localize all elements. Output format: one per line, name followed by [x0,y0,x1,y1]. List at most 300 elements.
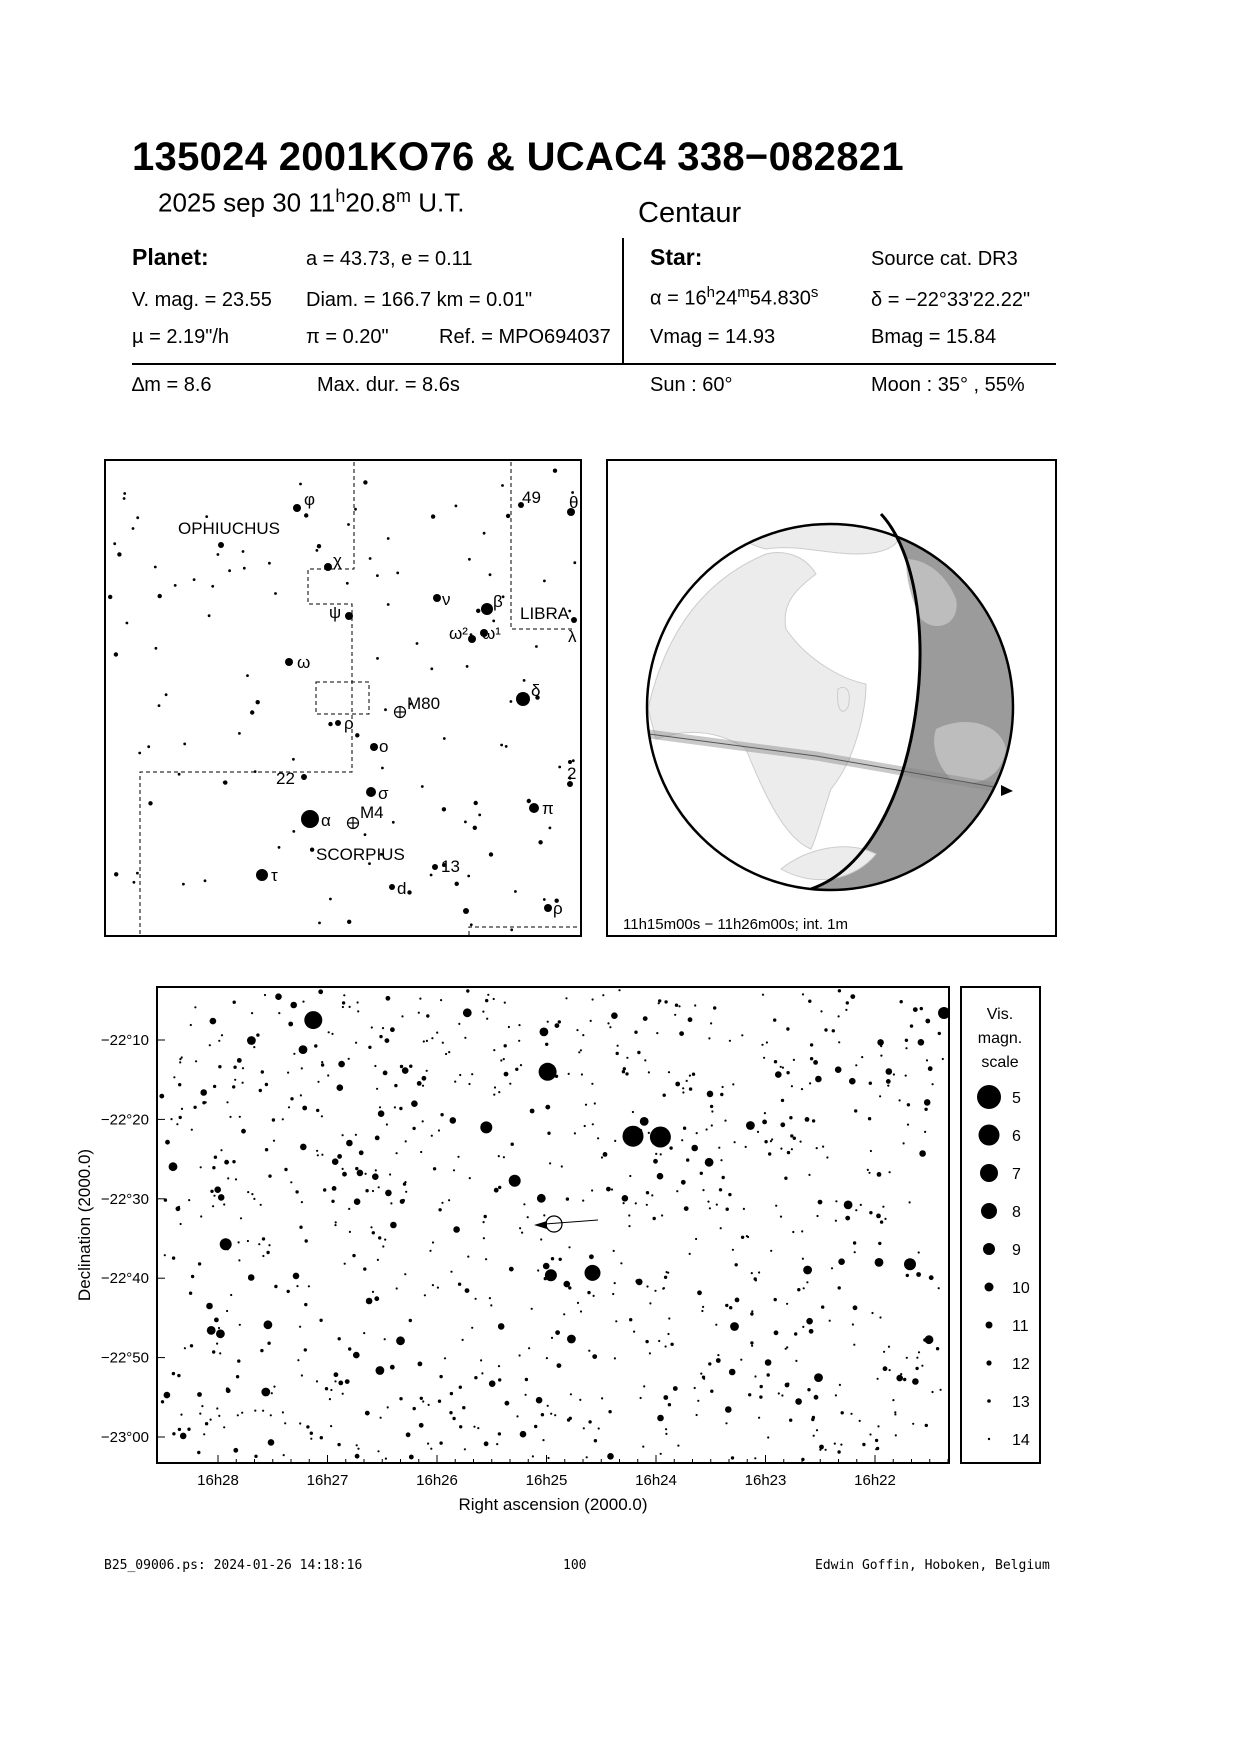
chart-star [210,1419,212,1421]
chart-star [594,1439,597,1442]
chart-star [180,1414,182,1416]
chart-star [320,1436,323,1439]
chart-star [561,1165,563,1167]
chart-star [214,1318,219,1323]
star-bmag: Bmag = 15.84 [871,326,997,348]
y-axis-label: Declination (2000.0) [75,1148,94,1302]
chart-star [201,1405,203,1407]
chart-star [503,1058,505,1060]
chart-star [469,1177,471,1179]
chart-star [720,1159,722,1161]
chart-star [806,1318,813,1325]
chart-star [423,1040,425,1042]
legend-magnitude-label: 9 [1012,1242,1021,1259]
chart-star [689,1253,691,1255]
object-classification: Centaur [638,197,742,229]
finder-label: M4 [360,803,384,822]
chart-star [644,1059,646,1061]
finder-star [301,774,307,780]
chart-star [159,1094,164,1099]
finder-star [389,884,395,890]
chart-star [612,1293,614,1295]
chart-star [453,1226,460,1233]
chart-star [418,1012,420,1014]
chart-star [317,1081,319,1083]
chart-star [586,1456,588,1458]
chart-star [717,1354,719,1356]
chart-star [405,1140,407,1142]
chart-star [212,1350,215,1353]
bright-star [539,1063,557,1081]
chart-star [926,1059,928,1061]
chart-star [862,1443,865,1446]
x-tick-label: 16h26 [416,1472,458,1489]
finder-star [474,801,478,805]
chart-star [189,1292,192,1295]
chart-star [613,1250,615,1252]
chart-star [747,1236,749,1238]
chart-star [702,1189,704,1191]
chart-star [915,1367,918,1370]
chart-star [907,1124,909,1126]
chart-star [229,1116,231,1118]
chart-star [237,1414,239,1416]
chart-star [735,1298,740,1303]
chart-star [884,1218,886,1220]
bright-star [545,1269,557,1281]
chart-star [831,1267,833,1269]
chart-star [570,1393,572,1395]
chart-star [568,1246,570,1248]
chart-star [913,1007,918,1012]
chart-star [396,1152,398,1154]
chart-star [385,1458,387,1460]
chart-star [720,1227,722,1229]
chart-star [493,1049,495,1051]
finder-star [442,807,446,811]
finder-star [369,557,372,560]
chart-star [824,1028,827,1031]
page-title: 135024 2001KO76 & UCAC4 338−082821 [132,135,904,179]
chart-star [219,1352,221,1354]
finder-label: τ [271,866,278,885]
chart-star [532,1455,534,1457]
chart-star [199,1413,201,1415]
chart-star [386,1123,388,1125]
chart-star [682,1091,684,1093]
chart-star [795,1360,797,1362]
chart-star [850,1413,852,1415]
chart-star [498,1323,505,1330]
chart-star [409,1455,414,1460]
chart-star [412,1127,415,1130]
chart-star [191,1275,194,1278]
chart-star [589,1254,594,1259]
finder-star [501,484,504,487]
legend-magnitude-label: 10 [1012,1280,1030,1297]
finder-star [571,617,577,623]
legend-magnitude-label: 8 [1012,1204,1021,1221]
chart-star [696,1414,698,1416]
chart-star [184,1347,186,1349]
legend-star-symbol [983,1243,995,1255]
chart-star [869,1082,872,1085]
max-duration: Max. dur. = 8.6s [317,374,460,396]
chart-star [849,1078,856,1085]
chart-star [543,1263,550,1270]
chart-star [875,1439,878,1442]
chart-star [357,1001,359,1003]
chart-star [248,1274,255,1281]
chart-star [493,1094,495,1096]
chart-star [485,999,488,1002]
finder-star [155,647,158,650]
chart-star [591,1189,593,1191]
chart-star [226,1310,228,1312]
chart-star [439,1375,442,1378]
finder-star [329,898,332,901]
chart-star [376,1088,378,1090]
chart-star [722,1086,724,1088]
chart-star [363,1267,366,1270]
chart-star [651,1194,653,1196]
chart-star [334,1224,336,1226]
y-tick-label: −22°20 [100,1111,149,1129]
chart-star [299,1422,301,1424]
footer-author: Edwin Goffin, Hoboken, Belgium [815,1558,1050,1573]
chart-star [710,1390,713,1393]
chart-star [793,1137,796,1140]
planet-vmag: V. mag. = 23.55 [132,289,272,311]
chart-star [577,1302,579,1304]
chart-star [663,1094,666,1097]
chart-star [821,1305,824,1308]
chart-star [357,1170,364,1177]
earth-globe-map [606,459,1057,937]
chart-star [730,1322,739,1331]
finder-label: ρ [344,714,354,733]
chart-star [880,1220,883,1223]
chart-star [869,1433,871,1435]
chart-star [342,1172,347,1177]
chart-star [559,1258,562,1261]
finder-star [165,693,168,696]
chart-star [802,1258,804,1260]
chart-star [254,1410,256,1412]
chart-star [218,1194,225,1201]
chart-star [759,1395,762,1398]
star-declination: δ = −22°33'22.22" [871,289,1031,311]
chart-star [711,1124,713,1126]
chart-star [665,1428,667,1430]
chart-star [316,1109,319,1112]
chart-star [411,1100,418,1107]
chart-star [282,1411,284,1413]
chart-star [232,1160,235,1163]
chart-star [268,1174,271,1177]
chart-star [238,1241,240,1243]
finder-star [464,821,467,824]
chart-star [178,1428,181,1431]
chart-star [551,1337,553,1339]
chart-star [640,1397,642,1399]
finder-star [510,928,513,931]
chart-star [694,1387,696,1389]
finder-label: ω² [449,624,468,643]
chart-star [329,1398,331,1400]
chart-star [378,1186,380,1188]
chart-star [301,1374,303,1376]
chart-star [450,1117,457,1124]
finder-star [174,584,177,587]
chart-star [767,1373,770,1376]
chart-star [883,1351,885,1353]
finder-star [468,635,476,643]
chart-star [464,1037,466,1039]
chart-star [357,1010,359,1012]
finder-label: φ [304,490,316,509]
chart-star [711,1110,713,1112]
finder-star [489,573,492,576]
chart-star [338,1381,343,1386]
chart-star [660,1453,662,1455]
chart-star [584,1125,586,1127]
chart-star [218,1040,220,1042]
chart-star [365,1411,370,1416]
chart-star [786,1027,789,1030]
chart-star [665,1345,667,1347]
chart-star [346,1140,353,1147]
chart-star [221,1034,223,1036]
chart-star [657,1173,664,1180]
chart-star [869,1211,872,1214]
chart-star [593,1295,595,1297]
chart-star [489,1297,491,1299]
chart-star [601,1397,603,1399]
finder-star [432,864,438,870]
chart-star [359,1150,364,1155]
chart-star [331,1033,333,1035]
chart-star [879,1095,881,1097]
finder-star [123,492,126,495]
chart-star [321,1061,323,1063]
chart-star [907,1103,910,1106]
chart-star [819,1449,821,1451]
chart-star [190,1344,193,1347]
finder-star [318,922,321,925]
chart-star [657,1415,664,1422]
chart-star [212,1166,215,1169]
chart-star [170,1118,172,1120]
chart-star [740,1359,742,1361]
chart-star [603,1152,608,1157]
chart-star [668,1403,671,1406]
chart-star [608,1410,611,1413]
finder-star [489,852,493,856]
finder-star [431,514,435,518]
footer-file-info: B25_09006.ps: 2024-01-26 14:18:16 [104,1558,363,1573]
chart-star [894,1413,896,1415]
chart-star [466,989,469,992]
chart-star [218,1327,220,1329]
chart-star [710,1105,713,1108]
chart-star [658,1340,660,1342]
chart-star [210,1018,217,1025]
chart-star [432,1284,434,1286]
chart-star [614,1140,616,1142]
legend-star-symbol [986,1322,993,1329]
chart-star [889,1369,891,1371]
chart-star [482,1011,484,1013]
chart-star [656,1032,658,1034]
chart-star [792,1231,794,1233]
chart-star [299,1226,302,1229]
y-tick-label: −22°50 [100,1349,149,1367]
chart-star [839,1384,841,1386]
chart-star [709,1207,711,1209]
chart-star [525,1394,527,1396]
finder-star [381,767,384,770]
chart-star [540,1238,542,1240]
chart-star [349,1231,351,1233]
chart-star [422,1120,424,1122]
chart-star [725,1406,732,1413]
chart-star [666,1271,668,1273]
legend-magnitude-label: 6 [1012,1128,1021,1145]
chart-star [348,1347,351,1350]
chart-star [540,1028,549,1037]
chart-star [489,1380,496,1387]
chart-star [265,1083,268,1086]
chart-star [938,1287,940,1289]
finder-star [178,773,181,776]
chart-star [635,1202,637,1204]
finder-star [573,561,576,564]
chart-star [232,1085,235,1088]
chart-star [224,1160,229,1165]
chart-star [632,1111,634,1113]
chart-star [521,1232,523,1234]
chart-star [394,1084,397,1087]
chart-star [459,1425,462,1428]
chart-star [457,1156,459,1158]
chart-star [810,1043,813,1046]
chart-star [587,1291,590,1294]
finder-star [443,737,446,740]
chart-star [177,1374,180,1377]
finder-star [278,846,281,849]
chart-star [328,1031,330,1033]
chart-star [475,1298,477,1300]
chart-star [197,1392,202,1397]
chart-star [929,1275,934,1280]
chart-star [179,1061,181,1063]
chart-star [547,1405,549,1407]
chart-star [611,1012,618,1019]
star-chart [60,985,1050,1525]
chart-star [700,1172,703,1175]
chart-star [195,1060,197,1062]
chart-star [238,1259,240,1261]
chart-star [809,1329,814,1334]
chart-star [431,1037,433,1039]
chart-star [483,1237,485,1239]
finder-star [136,516,139,519]
chart-star [375,1136,380,1141]
chart-star [444,1357,446,1359]
chart-star [223,1426,225,1428]
chart-star [669,1146,672,1149]
chart-star [404,1273,406,1275]
chart-star [426,1070,428,1072]
chart-star [302,1106,307,1111]
chart-star [691,1145,698,1152]
chart-star [337,1443,340,1446]
chart-star [663,1395,668,1400]
chart-star [835,1220,837,1222]
chart-star [722,1176,725,1179]
chart-star [628,1225,630,1227]
chart-star [633,1331,635,1333]
chart-star [235,1178,237,1180]
chart-star [905,1047,907,1049]
chart-star [357,1448,359,1450]
finder-star [476,609,480,613]
chart-star [582,1034,584,1036]
chart-star [785,1383,790,1388]
legend-magnitude-label: 5 [1012,1090,1021,1107]
chart-star [611,1188,613,1190]
chart-star [402,1199,405,1202]
chart-star [178,1083,181,1086]
table-divider-vertical [622,238,624,364]
chart-star [838,989,841,992]
chart-star [718,1147,720,1149]
chart-star [537,1194,546,1203]
finder-label: 49 [522,488,541,507]
star-vmag: Vmag = 14.93 [650,326,776,348]
finder-star [138,752,141,755]
chart-star [352,1254,355,1257]
legend-magnitude-label: 11 [1012,1318,1029,1335]
chart-star [649,1352,651,1354]
chart-star [770,1250,772,1252]
finder-label: α [321,811,331,830]
chart-star [290,1002,297,1009]
chart-star [618,989,620,991]
chart-star [206,1303,213,1310]
chart-star [424,1294,426,1296]
chart-star [555,1330,560,1335]
finder-star [467,875,470,878]
chart-star [527,1216,529,1218]
chart-star [900,1000,903,1003]
chart-star [327,1074,329,1076]
finder-star [310,848,314,852]
chart-star [762,1120,767,1125]
chart-star [655,1153,657,1155]
chart-star [816,1147,818,1149]
chart-star [493,998,495,1000]
chart-star [471,1327,473,1329]
finder-star [136,872,139,875]
moon-info: Moon : 35° , 55% [871,374,1025,396]
chart-star [754,1277,757,1280]
chart-star [372,1291,374,1293]
chart-star [803,1266,812,1275]
chart-star [780,1148,782,1150]
chart-star [807,1388,810,1391]
